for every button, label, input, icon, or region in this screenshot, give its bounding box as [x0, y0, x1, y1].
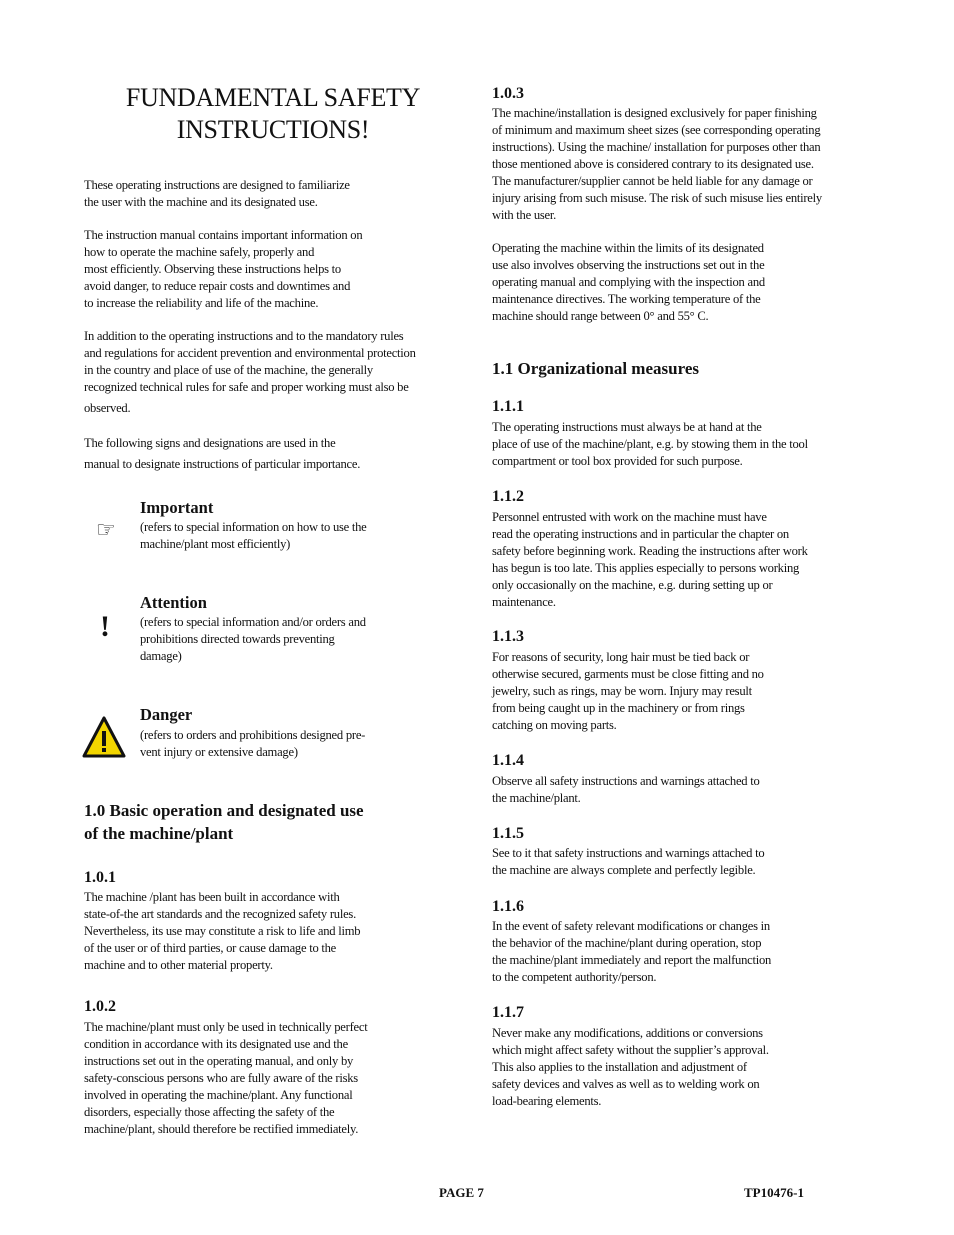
danger-title: Danger	[140, 705, 193, 724]
page-title	[84, 82, 462, 146]
heading-1-1-2: 1.1.2	[492, 488, 524, 505]
page-number: PAGE 7	[439, 1185, 484, 1200]
section-heading-1-1: 1.1 Organizational measures	[492, 359, 699, 378]
attention-text: (refers to special information and/or orders and prohibitions directed towards preventing damage)	[140, 615, 366, 663]
intro-paragraph-4: The following signs and designations are used in the manual to designate instructions of particular importance.	[84, 436, 361, 471]
heading-1-1-1: 1.1.1	[492, 398, 524, 415]
text-1-1-3: For reasons of security, long hair must be tied back or otherwise secured, garments must be close fitting and no jewelry, such as rings, may be worn. Injury may result from being caught up in the machinery or from rings catching on moving parts.	[492, 650, 764, 732]
text-1-1-1: The operating instructions must always be at hand at the place of use of the machine/plant, e.g. by stowing them in the tool compartment or tool box provided for such purpose.	[492, 420, 808, 468]
text-1-0-1: The machine /plant has been built in accordance with state-of-the art standards and the recognized safety rules. Nevertheless, its use may constitute a risk to life and limb of the user or of third parties, or cause damage to the machine and to other material property.	[84, 890, 361, 972]
heading-1-0-3: 1.0.3	[492, 85, 524, 102]
title-line-1: FUNDAMENTAL SAFETY	[125, 83, 421, 112]
important-text: (refers to special information on how to use the machine/plant most efficiently)	[140, 520, 367, 551]
text-1-1-5: See to it that safety instructions and warnings attached to the machine are always complete and perfectly legible.	[492, 846, 765, 877]
title-line-2: INSTRUCTIONS!	[176, 115, 370, 144]
exclamation-icon: !	[100, 610, 110, 643]
heading-1-1-4: 1.1.4	[492, 752, 524, 769]
intro-paragraph-2: The instruction manual contains important information on how to operate the machine safely, properly and most efficiently. Observing these instructions helps to avoid danger, to reduce repair costs and downtimes and to increase the reliability and life of the machine.	[84, 228, 363, 310]
attention-title: Attention	[140, 593, 207, 612]
heading-1-1-6: 1.1.6	[492, 898, 524, 915]
text-1-0-2: The machine/plant must only be used in technically perfect condition in accordance with its designated use and the instructions set out in the operating manual, and only by safety-conscious persons who are fully aware of the risks involved in operating the machine/plant. Any functional disorders, especially those affecting the safety of the machine/plant, should therefore be rectified immediately.	[84, 1020, 368, 1136]
important-title: Important	[140, 498, 214, 517]
heading-1-0-2: 1.0.2	[84, 998, 116, 1015]
section-heading-1-0: 1.0 Basic operation and designated use of the machine/plant	[84, 801, 364, 843]
danger-text: (refers to orders and prohibitions designed pre- vent injury or extensive damage)	[140, 728, 366, 759]
text-1-1-2: Personnel entrusted with work on the machine must have read the operating instructions and in particular the chapter on safety before beginning work. Reading the instructions after work has begun is too late. This applies especially to persons working only occasionally on the machine, e.g. during setting up or maintenance.	[492, 510, 808, 609]
heading-1-1-3: 1.1.3	[492, 628, 524, 645]
heading-1-1-5: 1.1.5	[492, 825, 524, 842]
text-1-1-6: In the event of safety relevant modifications or changes in the behavior of the machine/plant during operation, stop the machine/plant immediately and report the malfunction to the competent authority/person.	[492, 919, 772, 984]
text-1-0-3: The machine/installation is designed exclusively for paper finishing of minimum and maximum sheet sizes (see corresponding operating instructions). Using the machine/ installation for purposes other than those mentioned above is considered contrary to its designated use. The manufacturer/supplier cannot be held liable for any damage or injury arising from such misuse. The risk of such misuse lies entirely with the user.	[492, 106, 822, 222]
warning-triangle-icon	[82, 716, 126, 758]
document-number: TP10476-1	[744, 1185, 804, 1200]
intro-paragraph-3: In addition to the operating instructions and to the mandatory rules and regulations for accident prevention and environmental protection in the country and place of use of the machine, the generally recognized technical rules for safe and proper working must also be observed.	[84, 329, 416, 415]
heading-1-1-7: 1.1.7	[492, 1004, 524, 1021]
text-1-0-3-continued: Operating the machine within the limits of its designated use also involves observing the instructions set out in the operating manual and complying with the inspection and maintenance directives. The working temperature of the machine should range between 0° and 55° C.	[492, 241, 765, 323]
text-1-1-7: Never make any modifications, additions or conversions which might affect safety without the supplier’s approval. This also applies to the installation and adjustment of safety devices and valves as well as to welding work on load-bearing elements.	[492, 1026, 769, 1108]
heading-1-0-1: 1.0.1	[84, 869, 116, 886]
text-1-1-4: Observe all safety instructions and warnings attached to the machine/plant.	[492, 774, 760, 805]
pointing-hand-icon: ☞	[96, 518, 116, 543]
intro-paragraph-1: These operating instructions are designed to familiarize the user with the machine and its designated use.	[84, 178, 350, 209]
